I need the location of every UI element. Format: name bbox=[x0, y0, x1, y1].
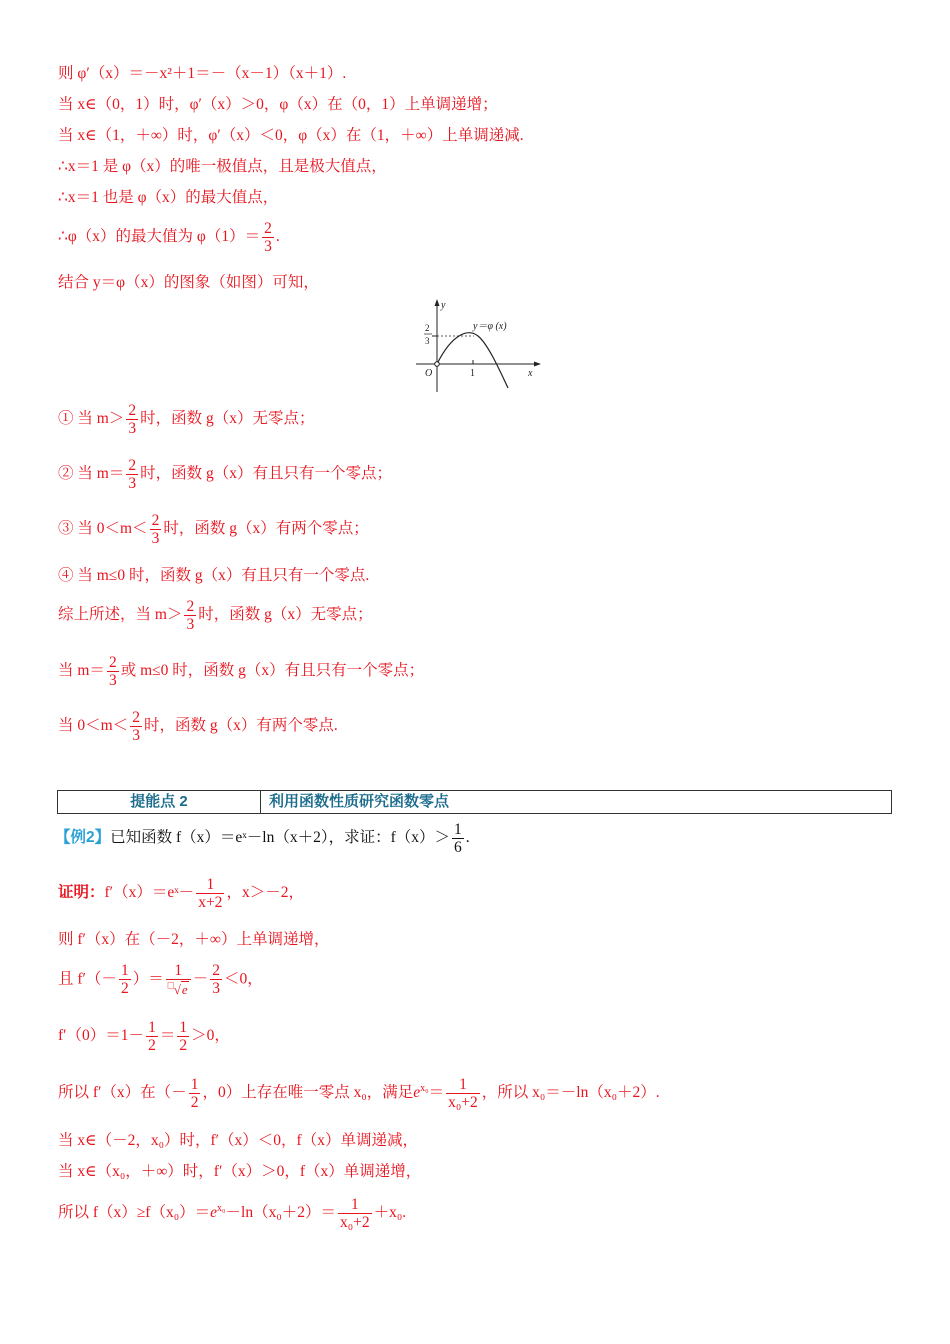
proof-line-1: 证明：f′（x）＝eˣ－ $\frac{1}{x+2}$ ，x＞－2， bbox=[58, 876, 304, 911]
graph-curve-label: y＝φ (x) bbox=[473, 321, 507, 332]
graph-tick-y-num: 2 bbox=[425, 323, 430, 333]
case-4: ④ 当 m≤0 时，函数 g（x）有且只有一个零点. bbox=[58, 567, 370, 584]
graph-tick-x: 1 bbox=[470, 368, 475, 379]
text-line-decreasing: 当 x∈（1，＋∞）时，φ′（x）＜0，φ（x）在（1，＋∞）上单调递减. bbox=[58, 127, 524, 144]
text-line-derivative: 则 φ′（x）＝－x²＋1＝－（x－1）（x＋1）. bbox=[58, 65, 347, 82]
proof-line-6: 当 x∈（－2，x₀）时，f′（x）＜0，f（x）单调递减， bbox=[58, 1132, 418, 1149]
text-line-increasing: 当 x∈（0，1）时，φ′（x）＞0，φ（x）在（0，1）上单调递增； bbox=[58, 96, 498, 113]
case-1: ① 当 m＞ $\frac{2}{3}$ 时，函数 g（x）无零点； bbox=[58, 402, 315, 437]
graph-x-label: x bbox=[528, 368, 533, 379]
section-number: 提能点 2 bbox=[58, 791, 261, 813]
graph-tick-y-den: 3 bbox=[425, 336, 430, 346]
text-line-graph-intro: 结合 y＝φ（x）的图象（如图）可知， bbox=[58, 274, 319, 291]
fraction: $\frac{2}{3}$ bbox=[264, 220, 272, 255]
summary-2: 当 m＝ $\frac{2}{3}$ 或 m≤0 时，函数 g（x）有且只有一个零点； bbox=[58, 654, 425, 689]
proof-line-4: f′（0）＝1－ $\frac{1}{2}$ ＝ $\frac{1}{2}$ ＞0， bbox=[58, 1019, 230, 1054]
proof-line-3: 且 f′（－ $\frac{1}{2}$ ）＝ $\frac{1}{^□√e}$ － $\frac{2}{3}$ ＜0， bbox=[58, 962, 263, 998]
case-3: ③ 当 0＜m＜ $\frac{2}{3}$ 时，函数 g（x）有两个零点； bbox=[58, 512, 369, 547]
graph-origin: O bbox=[425, 368, 433, 379]
proof-line-2: 则 f′（x）在（－2，＋∞）上单调递增， bbox=[58, 931, 330, 948]
summary-3: 当 0＜m＜ $\frac{2}{3}$ 时，函数 g（x）有两个零点. bbox=[58, 709, 338, 744]
text-line-max-point: ∴x＝1 也是 φ（x）的最大值点， bbox=[58, 189, 279, 206]
text-line-extremum: ∴x＝1 是 φ（x）的唯一极值点，且是极大值点， bbox=[58, 158, 387, 175]
example-tag: 【例2】 bbox=[55, 829, 111, 847]
proof-line-7: 当 x∈（x₀，＋∞）时，f′（x）＞0，f（x）单调递增， bbox=[58, 1163, 422, 1180]
text-line-max-value: ∴φ（x）的最大值为 φ（1）＝ $\frac{2}{3}$ . bbox=[58, 220, 280, 255]
proof-line-8: 所以 $f(x)\ge f(x_0)=e^{x_0}-\ln(x_0+2)=$ $\frac{1}{\text{x₀+2}}$ ＋x₀. bbox=[58, 1196, 407, 1231]
proof-line-5: 所以 f′（x）在（－ $\frac{1}{2}$ ，0）上存在唯一零点 x₀，满足$e^{x_0}=$ $\frac{1}{\text{x₀+2}}$ ，所以 x₀＝－ln（x₀＋2）. bbox=[58, 1076, 660, 1111]
example-2: 【例2】已知函数 f（x）＝eˣ－ln（x＋2），求证：f（x）＞ $\frac{1}{6}$ . bbox=[55, 821, 470, 856]
summary-1: 综上所述，当 m＞ $\frac{2}{3}$ 时，函数 g（x）无零点； bbox=[58, 598, 373, 633]
case-2: ② 当 m＝ $\frac{2}{3}$ 时，函数 g（x）有且只有一个零点； bbox=[58, 457, 392, 492]
phi-graph bbox=[410, 296, 545, 396]
graph-y-label: y bbox=[441, 300, 446, 311]
section-header-table bbox=[57, 790, 892, 814]
section-title: 利用函数性质研究函数零点 bbox=[269, 793, 450, 810]
